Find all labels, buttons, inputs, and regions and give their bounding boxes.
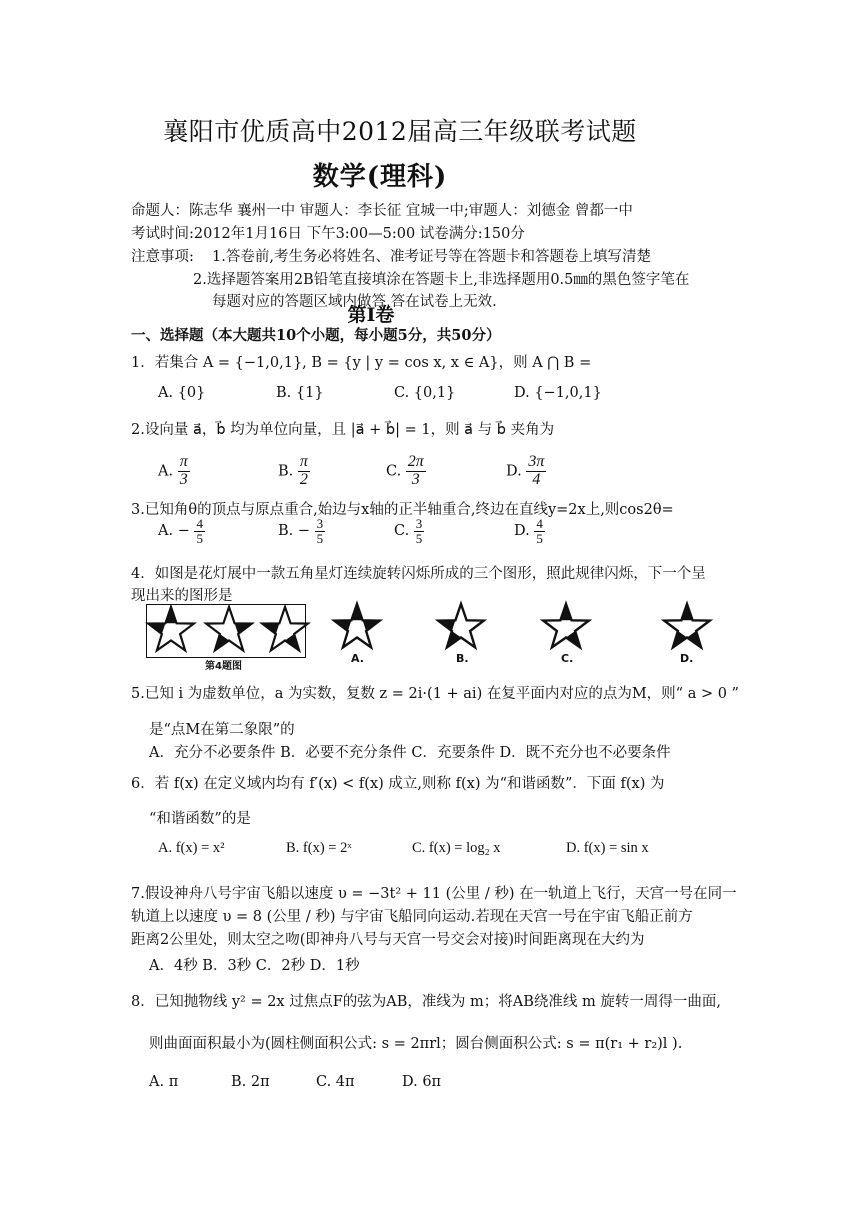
note-1: 1.答卷前,考生务必将姓名、准考证号等在答题卡和答题卷上填写清楚 (212, 249, 651, 265)
answer-star-b (438, 604, 484, 647)
q2-option-b: B. $\frac{\pi}{2}$ (278, 453, 308, 488)
note-2-cont: 每题对应的答题区域内做答,答在试卷上无效. (212, 294, 497, 310)
question-4-line2: 现出来的图形是 (131, 588, 233, 604)
exam-subtitle: 数学(理科) (312, 162, 448, 192)
q8-option-c: C. 4π (316, 1074, 355, 1090)
q6-option-c: C. f(x) = log₂ x (412, 840, 501, 856)
q4-label-a: A. (351, 652, 364, 665)
q1-option-b: B. {1} (276, 385, 324, 401)
q8-option-a: A. π (149, 1074, 179, 1090)
q8-option-d: D. 6π (402, 1074, 442, 1090)
section-title: 一、选择题（本大题共10个小题，每小题5分，共50分） (131, 327, 501, 344)
exam-time-line: 考试时间:2012年1月16日 下午3:00—5:00 试卷满分:150分 (131, 226, 525, 242)
q6-option-b: B. f(x) = 2ˣ (286, 840, 352, 856)
part-title: 第Ⅰ卷 (347, 304, 395, 326)
answer-star-d (664, 604, 710, 647)
q2-c-fraction: $\frac{2\pi}{3}$ (407, 453, 424, 488)
q3-d-fraction: $\frac{4}{5}$ (536, 516, 543, 546)
answer-star-a (334, 604, 380, 647)
q2-b-fraction: $\frac{\pi}{2}$ (299, 453, 308, 488)
q3-b-fraction: $\frac{3}{5}$ (316, 516, 324, 546)
q2-option-d: D. $\frac{3\pi}{4}$ (506, 453, 545, 488)
question-6-line1: 6．若 f(x) 在定义域内均有 f′(x) < f(x) 成立,则称 f(x) 为“和谐函数”．下面 f(x) 为 (131, 776, 665, 792)
q3-option-b: B. − $\frac{3}{5}$ (278, 516, 324, 546)
sequence-star-1 (148, 607, 194, 650)
q3-option-a: A. − $\frac{4}{5}$ (158, 516, 203, 546)
question-2-stem: 2.设向量 a⃗，b⃗ 均为单位向量，且 |a⃗ + b⃗| = 1，则 a⃗ 与 b⃗ 夹角为 (131, 422, 555, 438)
q4-label-b: B. (456, 652, 469, 665)
question-1-stem: 1．若集合 A = {−1,0,1}, B = {y | y = cos x, x ∈ A}，则 A ⋂ B = (131, 355, 592, 371)
question-7-line1: 7.假设神舟八号宇宙飞船以速度 υ = −3t² + 11 (公里 / 秒) 在一轨道上飞行，天宫一号在同一 (131, 886, 737, 902)
question-7-line2: 轨道上以速度 υ = 8 (公里 / 秒) 与宇宙飞船同向运动.若现在天宫一号在宇宙飞船正前方 (131, 909, 693, 925)
exam-title: 襄阳市优质高中2012届高三年级联考试题 (163, 117, 637, 146)
q3-option-c: C. $\frac{3}{5}$ (394, 516, 423, 546)
answer-star-c (543, 604, 589, 647)
q4-label-c: C. (561, 652, 574, 665)
q2-a-fraction: $\frac{\pi}{3}$ (179, 453, 188, 488)
q6-option-d: D. f(x) = sin x (566, 840, 649, 856)
q8-option-b: B. 2π (231, 1074, 270, 1090)
q1-option-c: C. {0,1} (394, 385, 456, 401)
q3-a-fraction: $\frac{4}{5}$ (196, 516, 203, 546)
q6-option-a: A. f(x) = x² (158, 840, 225, 856)
question-4-line1: 4．如图是花灯展中一款五角星灯连续旋转闪烁所成的三个图形，照此规律闪烁，下一个呈 (131, 566, 706, 582)
question-5-line1: 5.已知 i 为虚数单位，a 为实数，复数 z = 2i·(1 + ai) 在复平面内对应的点为M，则“ a > 0 ” (131, 686, 739, 702)
q1-option-d: D. {−1,0,1} (514, 385, 602, 401)
sequence-star-2 (206, 607, 252, 650)
q2-d-fraction: $\frac{3\pi}{4}$ (528, 453, 545, 488)
notes-label: 注意事项: (131, 249, 194, 265)
q5-options: A．充分不必要条件 B．必要不充分条件 C．充要条件 D．既不充分也不必要条件 (149, 745, 671, 761)
question-8-line1: 8．已知抛物线 y² = 2x 过焦点F的弦为AB，准线为 m；将AB绕准线 m 旋转一周得一曲面, (131, 994, 721, 1010)
question-8-line2: 则曲面面积最小为(圆柱侧面积公式: s = 2πrl；圆台侧面积公式: s = π(r₁ + r₂)l ). (149, 1036, 683, 1052)
note-2: 2.选择题答案用2B铅笔直接填涂在答题卡上,非选择题用0.5㎜的黑色签字笔在 (193, 272, 690, 288)
q7-options: A．4秒 B．3秒 C．2秒 D．1秒 (149, 958, 360, 974)
authors-line: 命题人：陈志华 襄州一中 审题人：李长征 宜城一中;审题人：刘德金 曾都一中 (131, 203, 633, 219)
q3-c-fraction: $\frac{3}{5}$ (415, 516, 423, 546)
question-5-line2: 是“点M在第二象限”的 (149, 722, 295, 738)
q2-option-a: A. $\frac{\pi}{3}$ (158, 453, 188, 488)
q4-stars-figure (0, 596, 760, 668)
q4-figure-caption: 第4题图 (205, 661, 242, 672)
q1-option-a: A. {0} (158, 385, 206, 401)
question-6-line2: “和谐函数”的是 (149, 811, 251, 827)
question-3-stem: 3.已知角θ的顶点与原点重合,始边与x轴的正半轴重合,终边在直线y=2x上,则cos2θ= (131, 502, 674, 518)
q4-label-d: D. (680, 652, 694, 665)
q3-option-d: D. $\frac{4}{5}$ (514, 516, 543, 546)
q2-option-c: C. $\frac{2\pi}{3}$ (386, 453, 424, 488)
sequence-star-3 (262, 607, 308, 650)
question-7-line3: 距离2公里处，则太空之吻(即神舟八号与天宫一号交会对接)时间距离现在大约为 (131, 932, 645, 948)
